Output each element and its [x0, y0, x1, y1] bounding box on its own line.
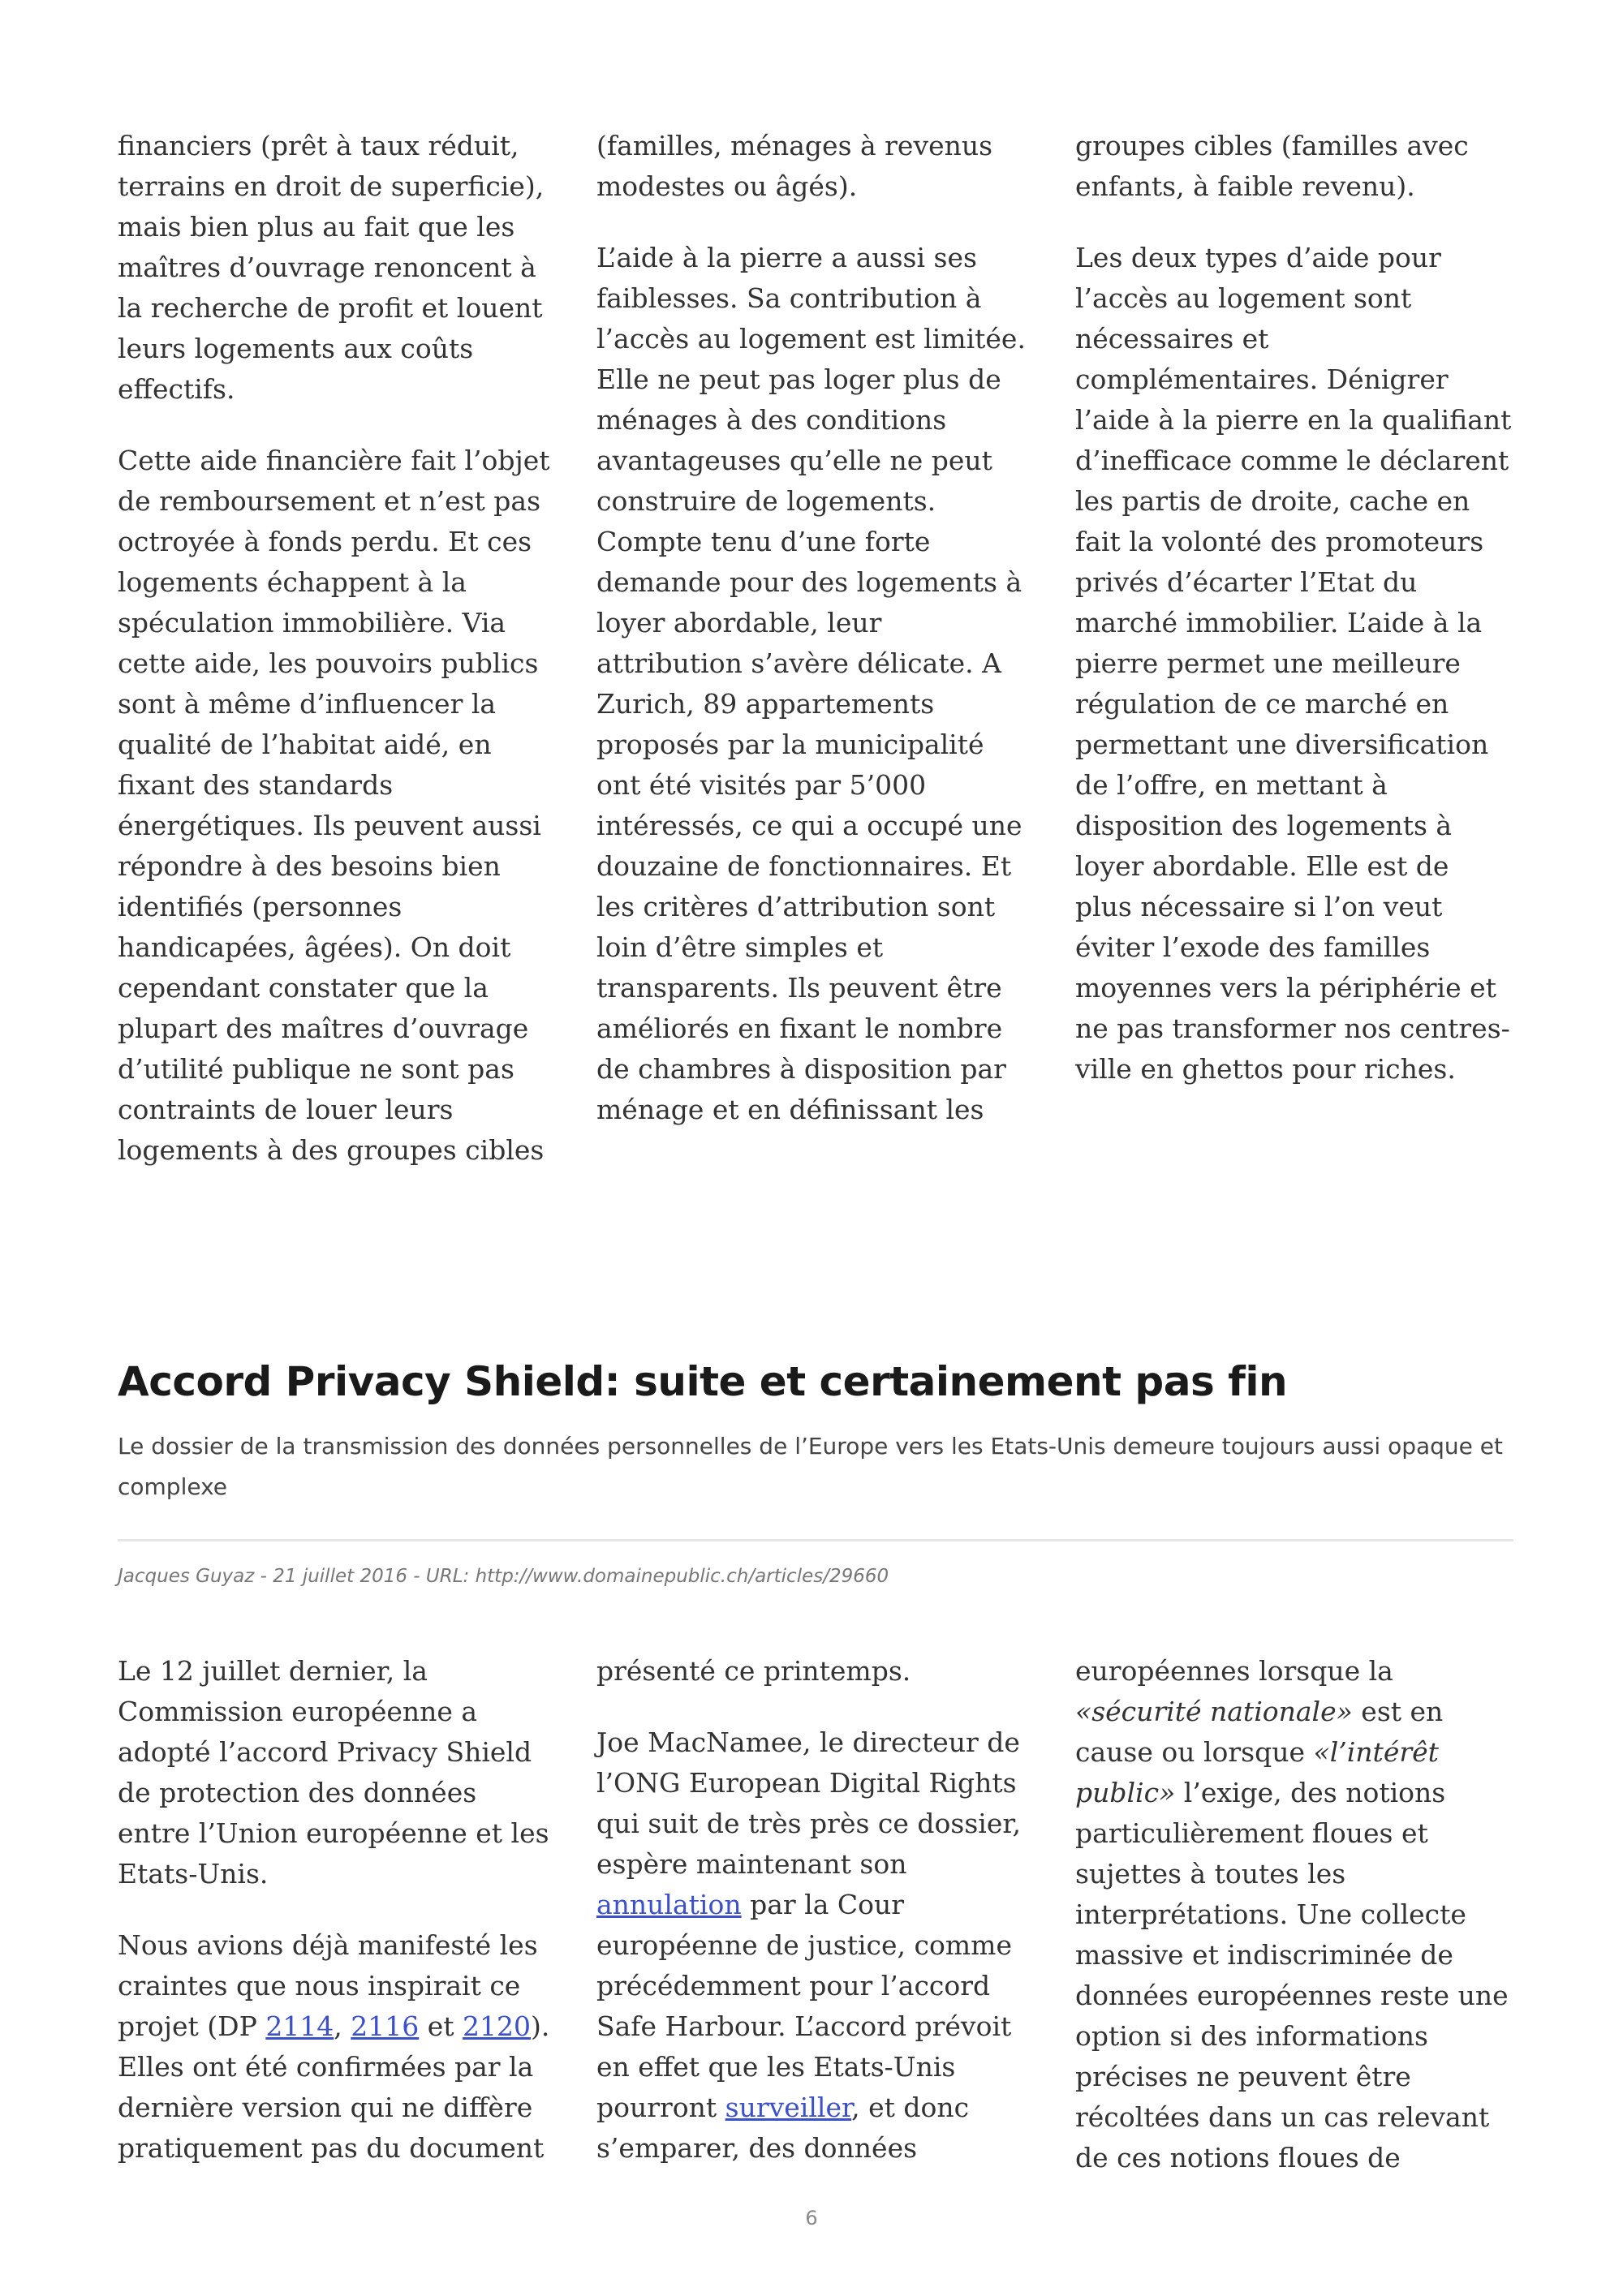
paragraph: [1075, 1651, 1513, 2178]
paragraph: [118, 1925, 556, 2169]
paragraph: groupes cibles (familles avec enfants, à faible revenu).: [1075, 130, 1469, 202]
column-3: [1075, 1651, 1513, 2178]
paragraph: [596, 1722, 1035, 2169]
column-2: [596, 126, 1035, 1171]
continued-article-columns: [118, 126, 1513, 1171]
text: et: [419, 2010, 463, 2042]
text: Nous avions déjà manifesté les craintes que nous inspirait ce projet (DP: [118, 1929, 538, 2042]
quote-securite-nationale: «sécurité nationale»: [1075, 1696, 1353, 1727]
column-1: [118, 1651, 556, 2178]
article-byline: Jacques Guyaz - 21 juillet 2016 - URL: http://www.domainepublic.ch/articles/29660: [118, 1566, 889, 1587]
column-3: [1075, 126, 1513, 1171]
page-number: 6: [805, 2207, 818, 2229]
quote-interet-public: «l’intérêt public»: [1075, 1736, 1439, 1808]
text: ,: [334, 2010, 351, 2042]
column-2: [596, 1651, 1035, 2178]
paragraph: Le 12 juillet dernier, la Commission européenne a adopté l’accord Privacy Shield de protection des données entre l’Union européenne et les Etats-Unis.: [118, 1655, 549, 1890]
paragraph: L’aide à la pierre a aussi ses faiblesses. Sa contribution à l’accès au logement est limitée. Elle ne peut pas loger plus de ménages à des conditions avantageuses qu’elle ne peut construire de logements. Compte tenu d’une forte demande pour des logements à loyer abordable, leur attribution s’avère délicate. A Zurich, 89 appartements proposés par la municipalité ont été visités par 5’000 intéressés, ce qui a occupé une douzaine de fonctionnaires. Et les critères d’attribution sont loin d’être simples et transparents. Ils peuvent être améliorés en fixant le nombre de chambres à disposition par ménage et en définissant les: [596, 242, 1026, 1125]
paragraph: Cette aide financière fait l’objet de remboursement et n’est pas octroyée à fonds perdu. Et ces logements échappent à la spéculation immobilière. Via cette aide, les pouvoirs publics sont à même d’influencer la qualité de l’habitat aidé, en fixant des standards énergétiques. Ils peuvent aussi répondre à des besoins bien identifiés (personnes handicapées, âgées). On doit cependant constater que la plupart des maîtres d’ouvrage d’utilité publique ne sont pas contraints de louer leurs logements à des groupes cibles: [118, 445, 550, 1166]
text: est en cause ou lorsque: [1075, 1696, 1444, 1768]
article-columns: [118, 1651, 1513, 2178]
text: , et donc s’emparer, des données: [596, 2092, 970, 2164]
link-dp-2114[interactable]: 2114: [265, 2010, 334, 2042]
link-dp-2120[interactable]: 2120: [463, 2010, 532, 2042]
text: ). Elles ont été confirmées par la dernière version qui ne diffère pratiquement pas du document: [118, 2010, 550, 2164]
paragraph: présenté ce printemps.: [596, 1655, 911, 1687]
text: européennes lorsque la: [1075, 1655, 1393, 1687]
article-subtitle: Le dossier de la transmission des données personnelles de l’Europe vers les Etats-Unis demeure toujours aussi opaque et complexe: [118, 1433, 1503, 1500]
article-title: Accord Privacy Shield: suite et certainement pas fin: [118, 1358, 1288, 1405]
link-surveiller[interactable]: surveiller: [725, 2092, 852, 2123]
link-dp-2116[interactable]: 2116: [351, 2010, 420, 2042]
text: Joe MacNamee, le directeur de l’ONG European Digital Rights qui suit de très près ce dossier, espère maintenant son: [596, 1726, 1021, 1880]
column-1: [118, 126, 556, 1171]
link-annulation[interactable]: annulation: [596, 1889, 742, 1920]
divider: [118, 1539, 1513, 1541]
text: par la Cour européenne de justice, comme précédemment pour l’accord Safe Harbour. L’accord prévoit en effet que les Etats-Unis pourront: [596, 1889, 1012, 2123]
paragraph: Les deux types d’aide pour l’accès au logement sont nécessaires et complémentaires. Dénigrer l’aide à la pierre en la qualifiant d’inefficace comme le déclarent les partis de droite, cache en fait la volonté des promoteurs privés d’écarter l’Etat du marché immobilier. L’aide à la pierre permet une meilleure régulation de ce marché en permettant une diversification de l’offre, en mettant à disposition des logements à loyer abordable. Elle est de plus nécessaire si l’on veut éviter l’exode des familles moyennes vers la périphérie et ne pas transformer nos centres-ville en ghettos pour riches.: [1075, 242, 1512, 1085]
text: l’exige, des notions particulièrement floues et sujettes à toutes les interprétations. Une collecte massive et indiscriminée de données européennes reste une option si des informations précises ne peuvent être récoltées dans un cas relevant de ces notions floues de: [1075, 1777, 1509, 2173]
paragraph: (familles, ménages à revenus modestes ou âgés).: [596, 130, 993, 202]
paragraph: financiers (prêt à taux réduit, terrains en droit de superficie), mais bien plus au fait que les maîtres d’ouvrage renoncent à la recherche de profit et louent leurs logements aux coûts effectifs.: [118, 130, 545, 405]
